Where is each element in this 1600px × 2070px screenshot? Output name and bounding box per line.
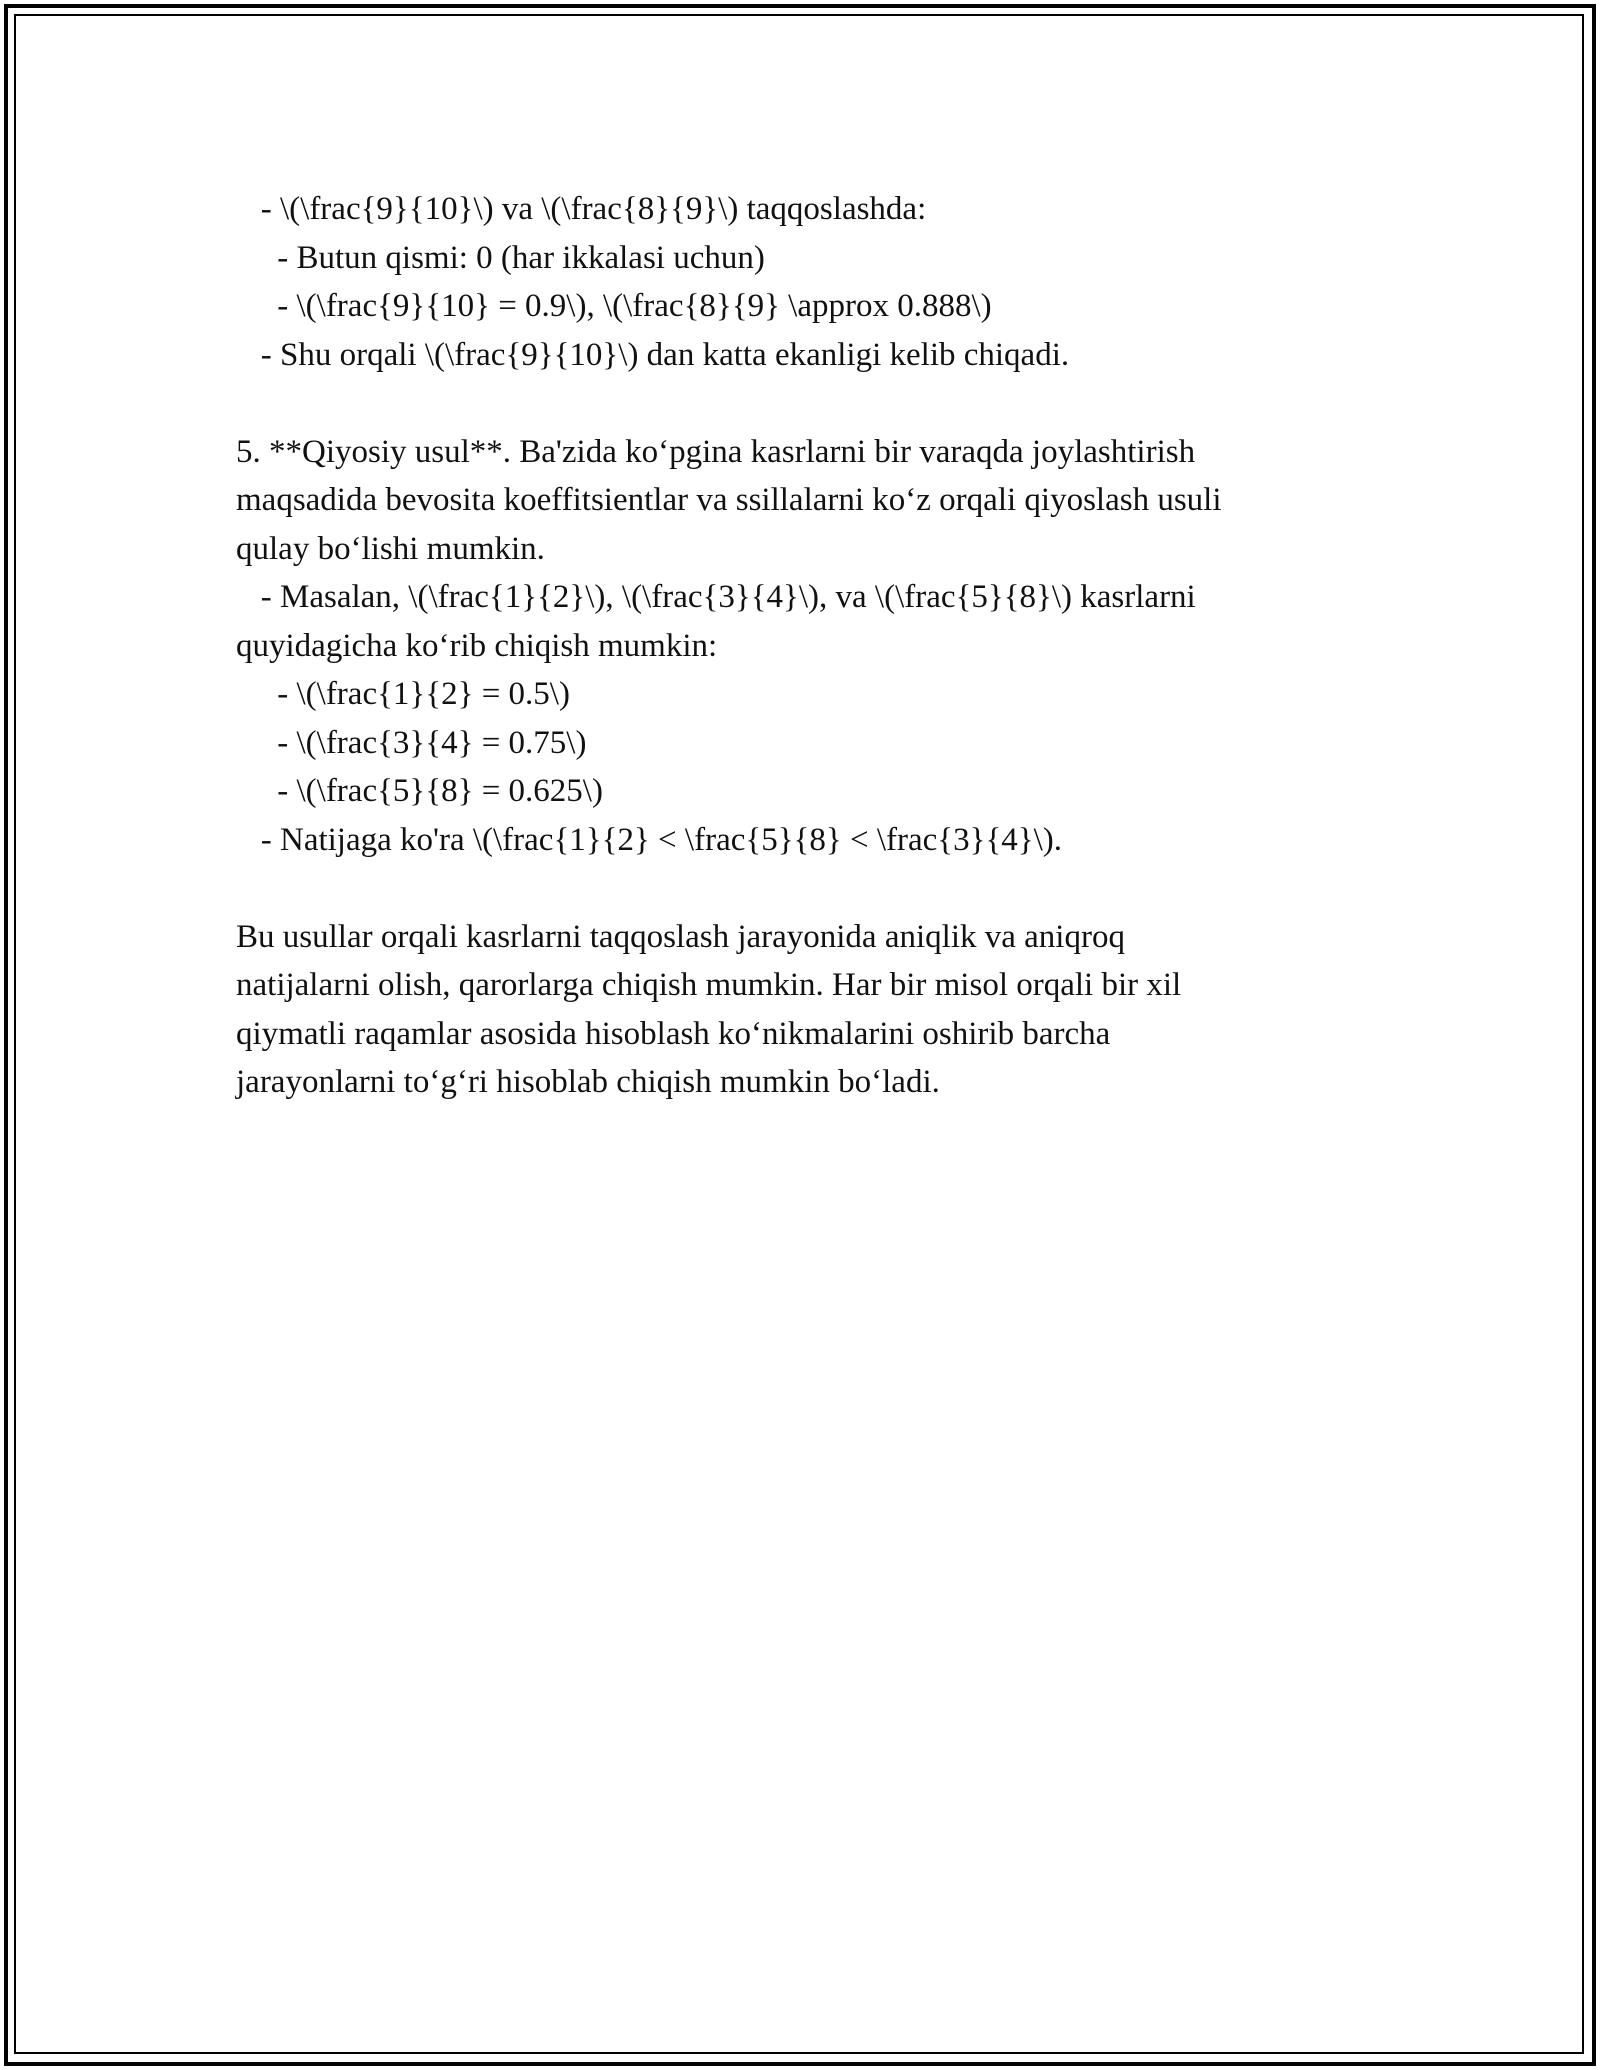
- text-line: maqsadida bevosita koeffitsientlar va ssillalarni ko‘z orqali qiyoslash usuli: [236, 482, 1222, 518]
- text-line: - Shu orqali \(\frac{9}{10}\) dan katta ekanligi kelib chiqadi.: [236, 336, 1070, 373]
- text-line: natijalarni olish, qarorlarga chiqish mumkin. Har bir misol orqali bir xil: [236, 967, 1182, 1003]
- blank-line: [236, 864, 1366, 913]
- text-line: - \(\frac{9}{10} = 0.9\), \(\frac{8}{9} \approx 0.888\): [236, 288, 992, 324]
- text-line: qulay bo‘lishi mumkin.: [236, 530, 545, 567]
- text-line: - \(\frac{5}{8} = 0.625\): [236, 773, 603, 809]
- text-line: - Butun qismi: 0 (har ikkalasi uchun): [236, 239, 765, 276]
- text-line: - Masalan, \(\frac{1}{2}\), \(\frac{3}{4}\), va \(\frac{5}{8}\) kasrlarni: [236, 579, 1196, 615]
- text-line: 5. **Qiyosiy usul**. Ba'zida ko‘pgina kasrlarni bir varaqda joylashtirish: [236, 433, 1196, 470]
- text-line: - \(\frac{9}{10}\) va \(\frac{8}{9}\) taqqoslashda:: [236, 191, 927, 227]
- text-line: Bu usullar orqali kasrlarni taqqoslash jarayonida aniqlik va aniqroq: [236, 918, 1125, 955]
- blank-line: [236, 379, 1366, 428]
- text-line: - \(\frac{3}{4} = 0.75\): [236, 724, 587, 761]
- text-line: - \(\frac{1}{2} = 0.5\): [236, 676, 570, 712]
- document-body: [236, 185, 1366, 1107]
- text-line: qiymatli raqamlar asosida hisoblash ko‘nikmalarini oshirib barcha: [236, 1015, 1111, 1052]
- text-line: quyidagicha ko‘rib chiqish mumkin:: [236, 627, 718, 664]
- text-line: - Natijaga ko'ra \(\frac{1}{2} < \frac{5}{8} < \frac{3}{4}\).: [236, 821, 1063, 858]
- text-line: jarayonlarni to‘g‘ri hisoblab chiqish mumkin bo‘ladi.: [236, 1064, 940, 1100]
